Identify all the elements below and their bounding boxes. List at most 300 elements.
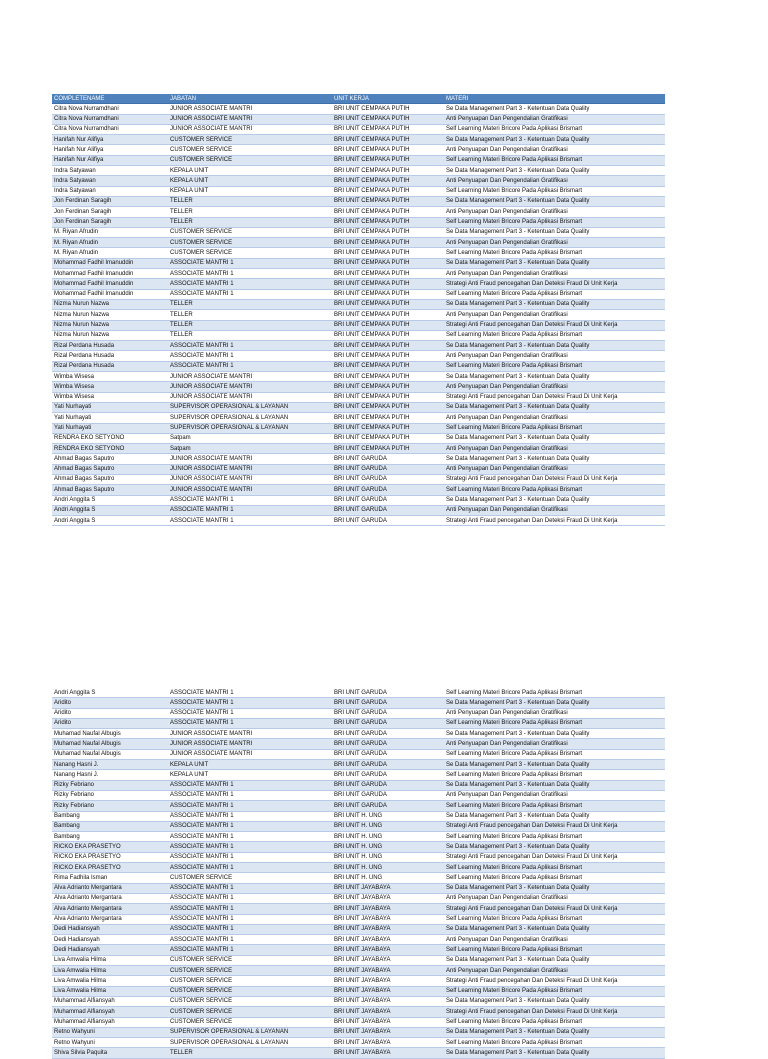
cell-completename[interactable]: RICKO EKA PRASETYO [54, 864, 121, 871]
cell-jabatan[interactable]: CUSTOMER SERVICE [170, 157, 233, 164]
cell-materi[interactable]: Self Learning Materi Bricore Pada Aplikasi Brismart [446, 219, 583, 226]
cell-materi[interactable]: Self Learning Materi Bricore Pada Aplikasi Brismart [446, 332, 583, 339]
cell-materi[interactable]: Anti Penyuapan Dan Pengendalian Gratifikasi [446, 792, 568, 799]
cell-completename[interactable]: Muhammad Alfiansyah [54, 1008, 115, 1015]
cell-completename[interactable]: Jon Ferdinan Saragih [54, 219, 112, 226]
cell-jabatan[interactable]: KEPALA UNIT [170, 177, 209, 184]
cell-unit-kerja[interactable]: BRI UNIT CEMPAKA PUTIH [334, 352, 410, 359]
cell-materi[interactable]: Se Data Management Part 3 - Ketentuan Data Quality [446, 342, 590, 349]
cell-jabatan[interactable]: ASSOCIATE MANTRI 1 [170, 946, 234, 953]
cell-unit-kerja[interactable]: BRI UNIT GARUDA [334, 486, 387, 493]
cell-completename[interactable]: Liva Amwalia Hilma [54, 957, 107, 964]
cell-materi[interactable]: Anti Penyuapan Dan Pengendalian Gratifikasi [446, 270, 568, 277]
cell-completename[interactable]: Ahmad Bagas Saputro [54, 466, 115, 473]
cell-unit-kerja[interactable]: BRI UNIT GARUDA [334, 792, 387, 799]
cell-materi[interactable]: Strategi Anti Fraud pencegahan Dan Deteksi Fraud Di Unit Kerja [446, 854, 618, 861]
cell-materi[interactable]: Self Learning Materi Bricore Pada Aplikasi Brismart [446, 188, 583, 195]
cell-unit-kerja[interactable]: BRI UNIT H. UNG [334, 813, 383, 820]
cell-completename[interactable]: Indra Satyawan [54, 188, 96, 195]
cell-materi[interactable]: Self Learning Materi Bricore Pada Aplikasi Brismart [446, 363, 583, 370]
cell-jabatan[interactable]: JUNIOR ASSOCIATE MANTRI [170, 466, 253, 473]
cell-materi[interactable]: Strategi Anti Fraud pencegahan Dan Deteksi Fraud Di Unit Kerja [446, 394, 618, 401]
cell-jabatan[interactable]: ASSOCIATE MANTRI 1 [170, 895, 234, 902]
cell-jabatan[interactable]: TELLER [170, 219, 193, 226]
cell-completename[interactable]: Citra Nova Nurramdhani [54, 126, 119, 133]
cell-materi[interactable]: Self Learning Materi Bricore Pada Aplikasi Brismart [446, 689, 583, 696]
cell-unit-kerja[interactable]: BRI UNIT CEMPAKA PUTIH [334, 136, 410, 143]
cell-completename[interactable]: Muhamad Naufal Albugis [54, 751, 121, 758]
cell-jabatan[interactable]: CUSTOMER SERVICE [170, 1008, 233, 1015]
cell-jabatan[interactable]: ASSOCIATE MANTRI 1 [170, 507, 234, 514]
cell-materi[interactable]: Se Data Management Part 3 - Ketentuan Data Quality [446, 105, 590, 112]
cell-jabatan[interactable]: ASSOCIATE MANTRI 1 [170, 864, 234, 871]
cell-materi[interactable]: Se Data Management Part 3 - Ketentuan Data Quality [446, 260, 590, 267]
cell-completename[interactable]: Indra Satyawan [54, 167, 96, 174]
cell-unit-kerja[interactable]: BRI UNIT H. UNG [334, 854, 383, 861]
cell-unit-kerja[interactable]: BRI UNIT H. UNG [334, 823, 383, 830]
cell-jabatan[interactable]: JUNIOR ASSOCIATE MANTRI [170, 455, 253, 462]
cell-unit-kerja[interactable]: BRI UNIT JAYABAYA [334, 1029, 391, 1036]
cell-jabatan[interactable]: JUNIOR ASSOCIATE MANTRI [170, 730, 253, 737]
cell-completename[interactable]: Muhammad Alfiansyah [54, 998, 115, 1005]
cell-jabatan[interactable]: KEPALA UNIT [170, 167, 209, 174]
cell-materi[interactable]: Strategi Anti Fraud pencegahan Dan Deteksi Fraud Di Unit Kerja [446, 905, 618, 912]
cell-completename[interactable]: Bambang [54, 813, 80, 820]
cell-jabatan[interactable]: CUSTOMER SERVICE [170, 239, 233, 246]
cell-materi[interactable]: Self Learning Materi Bricore Pada Aplikasi Brismart [446, 126, 583, 133]
cell-jabatan[interactable]: KEPALA UNIT [170, 771, 209, 778]
cell-completename[interactable]: Aridito [54, 710, 72, 717]
cell-completename[interactable]: Hanifah Nur Alifiya [54, 136, 104, 143]
cell-materi[interactable]: Anti Penyuapan Dan Pengendalian Gratifikasi [446, 445, 568, 452]
cell-jabatan[interactable]: TELLER [170, 332, 193, 339]
cell-materi[interactable]: Se Data Management Part 3 - Ketentuan Data Quality [446, 1029, 590, 1036]
cell-completename[interactable]: Andri Anggita S [54, 507, 96, 514]
cell-unit-kerja[interactable]: BRI UNIT CEMPAKA PUTIH [334, 198, 410, 205]
cell-materi[interactable]: Anti Penyuapan Dan Pengendalian Gratifikasi [446, 936, 568, 943]
cell-materi[interactable]: Se Data Management Part 3 - Ketentuan Data Quality [446, 136, 590, 143]
cell-unit-kerja[interactable]: BRI UNIT GARUDA [334, 710, 387, 717]
cell-unit-kerja[interactable]: BRI UNIT GARUDA [334, 761, 387, 768]
cell-materi[interactable]: Strategi Anti Fraud pencegahan Dan Deteksi Fraud Di Unit Kerja [446, 517, 618, 524]
cell-jabatan[interactable]: ASSOCIATE MANTRI 1 [170, 916, 234, 923]
cell-unit-kerja[interactable]: BRI UNIT CEMPAKA PUTIH [334, 126, 410, 133]
cell-unit-kerja[interactable]: BRI UNIT JAYABAYA [334, 1019, 391, 1025]
cell-completename[interactable]: Aridito [54, 720, 72, 727]
cell-jabatan[interactable]: Satpam [170, 445, 191, 452]
cell-completename[interactable]: Bambang [54, 823, 80, 830]
cell-materi[interactable]: Se Data Management Part 3 - Ketentuan Data Quality [446, 373, 590, 380]
cell-completename[interactable]: Alva Adrianto Mergantara [54, 885, 122, 892]
cell-materi[interactable]: Anti Penyuapan Dan Pengendalian Gratifikasi [446, 967, 568, 974]
cell-materi[interactable]: Se Data Management Part 3 - Ketentuan Data Quality [446, 1049, 590, 1056]
cell-unit-kerja[interactable]: BRI UNIT H. UNG [334, 864, 383, 871]
cell-materi[interactable]: Anti Penyuapan Dan Pengendalian Gratifikasi [446, 507, 568, 514]
cell-completename[interactable]: Indra Satyawan [54, 177, 96, 184]
cell-unit-kerja[interactable]: BRI UNIT CEMPAKA PUTIH [334, 146, 410, 153]
cell-completename[interactable]: Andri Anggita S [54, 517, 96, 524]
cell-jabatan[interactable]: CUSTOMER SERVICE [170, 136, 233, 143]
cell-materi[interactable]: Anti Penyuapan Dan Pengendalian Gratifikasi [446, 710, 568, 717]
cell-materi[interactable]: Se Data Management Part 3 - Ketentuan Data Quality [446, 229, 590, 236]
cell-unit-kerja[interactable]: BRI UNIT CEMPAKA PUTIH [334, 208, 410, 215]
cell-materi[interactable]: Strategi Anti Fraud pencegahan Dan Deteksi Fraud Di Unit Kerja [446, 823, 618, 830]
cell-jabatan[interactable]: TELLER [170, 208, 193, 215]
cell-materi[interactable]: Se Data Management Part 3 - Ketentuan Data Quality [446, 435, 590, 442]
cell-jabatan[interactable]: ASSOCIATE MANTRI 1 [170, 291, 234, 298]
cell-completename[interactable]: Nizma Nurun Nazwa [54, 301, 110, 308]
cell-materi[interactable]: Anti Penyuapan Dan Pengendalian Gratifikasi [446, 311, 568, 318]
cell-completename[interactable]: Nanang Hasni J. [54, 771, 99, 778]
cell-jabatan[interactable]: SUPERVISOR OPERASIONAL & LAYANAN [170, 1039, 289, 1046]
cell-jabatan[interactable]: ASSOCIATE MANTRI 1 [170, 363, 234, 370]
cell-unit-kerja[interactable]: BRI UNIT CEMPAKA PUTIH [334, 301, 410, 308]
cell-jabatan[interactable]: JUNIOR ASSOCIATE MANTRI [170, 116, 253, 123]
cell-unit-kerja[interactable]: BRI UNIT GARUDA [334, 751, 387, 758]
cell-materi[interactable]: Se Data Management Part 3 - Ketentuan Data Quality [446, 404, 590, 411]
cell-completename[interactable]: Rizky Febriano [54, 782, 95, 789]
cell-unit-kerja[interactable]: BRI UNIT GARUDA [334, 740, 387, 747]
cell-jabatan[interactable]: JUNIOR ASSOCIATE MANTRI [170, 383, 253, 390]
cell-materi[interactable]: Se Data Management Part 3 - Ketentuan Data Quality [446, 198, 590, 205]
cell-jabatan[interactable]: KEPALA UNIT [170, 761, 209, 768]
cell-jabatan[interactable]: CUSTOMER SERVICE [170, 957, 233, 964]
cell-completename[interactable]: Rima Fadhila Isman [54, 874, 108, 881]
cell-unit-kerja[interactable]: BRI UNIT H. UNG [334, 833, 383, 840]
cell-unit-kerja[interactable]: BRI UNIT CEMPAKA PUTIH [334, 280, 410, 287]
cell-materi[interactable]: Se Data Management Part 3 - Ketentuan Data Quality [446, 699, 590, 706]
cell-jabatan[interactable]: ASSOCIATE MANTRI 1 [170, 280, 234, 287]
cell-completename[interactable]: Dedi Hadiansyah [54, 926, 100, 933]
cell-unit-kerja[interactable]: BRI UNIT CEMPAKA PUTIH [334, 229, 410, 236]
cell-materi[interactable]: Anti Penyuapan Dan Pengendalian Gratifikasi [446, 466, 568, 473]
cell-completename[interactable]: Mohammad Fadhil Imanuddin [54, 291, 134, 298]
cell-unit-kerja[interactable]: BRI UNIT CEMPAKA PUTIH [334, 363, 410, 370]
cell-unit-kerja[interactable]: BRI UNIT CEMPAKA PUTIH [334, 219, 410, 226]
cell-unit-kerja[interactable]: BRI UNIT CEMPAKA PUTIH [334, 270, 410, 277]
cell-completename[interactable]: Rizal Perdana Husada [54, 342, 115, 349]
header-materi[interactable]: MATERI [446, 95, 469, 102]
cell-unit-kerja[interactable]: BRI UNIT CEMPAKA PUTIH [334, 322, 410, 329]
cell-materi[interactable]: Anti Penyuapan Dan Pengendalian Gratifikasi [446, 146, 568, 153]
cell-completename[interactable]: Hanifah Nur Alifiya [54, 146, 104, 153]
cell-jabatan[interactable]: SUPERVISOR OPERASIONAL & LAYANAN [170, 425, 289, 431]
cell-unit-kerja[interactable]: BRI UNIT H. UNG [334, 843, 383, 850]
cell-materi[interactable]: Se Data Management Part 3 - Ketentuan Data Quality [446, 167, 590, 174]
cell-completename[interactable]: Alva Adrianto Mergantara [54, 916, 122, 923]
cell-jabatan[interactable]: ASSOCIATE MANTRI 1 [170, 710, 234, 717]
cell-jabatan[interactable]: SUPERVISOR OPERASIONAL & LAYANAN [170, 1029, 289, 1036]
cell-materi[interactable]: Self Learning Materi Bricore Pada Aplikasi Brismart [446, 425, 583, 431]
cell-completename[interactable]: RENDRA EKO SETYONO [54, 445, 125, 452]
cell-jabatan[interactable]: ASSOCIATE MANTRI 1 [170, 497, 234, 504]
cell-materi[interactable]: Se Data Management Part 3 - Ketentuan Data Quality [446, 957, 590, 964]
cell-unit-kerja[interactable]: BRI UNIT CEMPAKA PUTIH [334, 404, 410, 411]
cell-unit-kerja[interactable]: BRI UNIT CEMPAKA PUTIH [334, 157, 410, 164]
cell-materi[interactable]: Self Learning Materi Bricore Pada Aplikasi Brismart [446, 157, 583, 164]
cell-completename[interactable]: Rizky Febriano [54, 802, 95, 809]
cell-completename[interactable]: RICKO EKA PRASETYO [54, 843, 121, 850]
cell-jabatan[interactable]: ASSOCIATE MANTRI 1 [170, 517, 234, 524]
cell-unit-kerja[interactable]: BRI UNIT GARUDA [334, 517, 387, 524]
cell-unit-kerja[interactable]: BRI UNIT GARUDA [334, 771, 387, 778]
cell-completename[interactable]: Yati Nurhayati [54, 425, 92, 431]
cell-materi[interactable]: Strategi Anti Fraud pencegahan Dan Deteksi Fraud Di Unit Kerja [446, 977, 618, 984]
cell-unit-kerja[interactable]: BRI UNIT CEMPAKA PUTIH [334, 239, 410, 246]
cell-unit-kerja[interactable]: BRI UNIT JAYABAYA [334, 916, 391, 923]
cell-jabatan[interactable]: JUNIOR ASSOCIATE MANTRI [170, 105, 253, 112]
cell-jabatan[interactable]: ASSOCIATE MANTRI 1 [170, 342, 234, 349]
cell-jabatan[interactable]: ASSOCIATE MANTRI 1 [170, 843, 234, 850]
cell-jabatan[interactable]: CUSTOMER SERVICE [170, 229, 233, 236]
cell-materi[interactable]: Self Learning Materi Bricore Pada Aplikasi Brismart [446, 720, 583, 727]
cell-completename[interactable]: M. Riyan Afrudin [54, 229, 99, 236]
cell-unit-kerja[interactable]: BRI UNIT CEMPAKA PUTIH [334, 332, 410, 339]
cell-jabatan[interactable]: CUSTOMER SERVICE [170, 998, 233, 1005]
cell-completename[interactable]: Mohammad Fadhil Imanuddin [54, 280, 134, 287]
cell-completename[interactable]: Hanifah Nur Alifiya [54, 157, 104, 164]
cell-completename[interactable]: Jon Ferdinan Saragih [54, 208, 112, 215]
cell-completename[interactable]: Jon Ferdinan Saragih [54, 198, 112, 205]
cell-unit-kerja[interactable]: BRI UNIT JAYABAYA [334, 957, 391, 964]
cell-completename[interactable]: Yati Nurhayati [54, 404, 92, 411]
cell-unit-kerja[interactable]: BRI UNIT CEMPAKA PUTIH [334, 291, 410, 298]
cell-materi[interactable]: Anti Penyuapan Dan Pengendalian Gratifikasi [446, 352, 568, 359]
cell-jabatan[interactable]: ASSOCIATE MANTRI 1 [170, 926, 234, 933]
cell-completename[interactable]: Ahmad Bagas Saputro [54, 476, 115, 483]
cell-unit-kerja[interactable]: BRI UNIT CEMPAKA PUTIH [334, 167, 410, 174]
cell-completename[interactable]: Retno Wahyuni [54, 1039, 95, 1046]
cell-completename[interactable]: Bambang [54, 833, 80, 840]
cell-materi[interactable]: Strategi Anti Fraud pencegahan Dan Deteksi Fraud Di Unit Kerja [446, 476, 618, 483]
cell-completename[interactable]: Alva Adrianto Mergantara [54, 905, 122, 912]
cell-materi[interactable]: Se Data Management Part 3 - Ketentuan Data Quality [446, 497, 590, 504]
cell-unit-kerja[interactable]: BRI UNIT JAYABAYA [334, 926, 391, 933]
cell-unit-kerja[interactable]: BRI UNIT GARUDA [334, 455, 387, 462]
header-completename[interactable]: COMPLETENAME [54, 95, 105, 102]
cell-unit-kerja[interactable]: BRI UNIT GARUDA [334, 802, 387, 809]
cell-jabatan[interactable]: SUPERVISOR OPERASIONAL & LAYANAN [170, 414, 289, 421]
cell-jabatan[interactable]: CUSTOMER SERVICE [170, 977, 233, 984]
cell-materi[interactable]: Anti Penyuapan Dan Pengendalian Gratifikasi [446, 414, 568, 421]
cell-jabatan[interactable]: TELLER [170, 322, 193, 329]
cell-jabatan[interactable]: CUSTOMER SERVICE [170, 249, 233, 256]
cell-jabatan[interactable]: JUNIOR ASSOCIATE MANTRI [170, 740, 253, 747]
cell-completename[interactable]: RENDRA EKO SETYONO [54, 435, 125, 442]
cell-unit-kerja[interactable]: BRI UNIT GARUDA [334, 720, 387, 727]
cell-materi[interactable]: Self Learning Materi Bricore Pada Aplikasi Brismart [446, 864, 583, 871]
cell-materi[interactable]: Se Data Management Part 3 - Ketentuan Data Quality [446, 843, 590, 850]
cell-jabatan[interactable]: CUSTOMER SERVICE [170, 146, 233, 153]
cell-completename[interactable]: Aridito [54, 699, 72, 706]
cell-unit-kerja[interactable]: BRI UNIT CEMPAKA PUTIH [334, 414, 410, 421]
cell-jabatan[interactable]: CUSTOMER SERVICE [170, 988, 233, 995]
cell-unit-kerja[interactable]: BRI UNIT JAYABAYA [334, 1008, 391, 1015]
cell-completename[interactable]: Mohammad Fadhil Imanuddin [54, 260, 134, 267]
cell-materi[interactable]: Anti Penyuapan Dan Pengendalian Gratifikasi [446, 177, 568, 184]
cell-completename[interactable]: Ahmad Bagas Saputro [54, 455, 115, 462]
cell-jabatan[interactable]: ASSOCIATE MANTRI 1 [170, 802, 234, 809]
cell-completename[interactable]: Nizma Nurun Nazwa [54, 332, 110, 339]
cell-unit-kerja[interactable]: BRI UNIT CEMPAKA PUTIH [334, 260, 410, 267]
cell-materi[interactable]: Self Learning Materi Bricore Pada Aplikasi Brismart [446, 486, 583, 493]
cell-unit-kerja[interactable]: BRI UNIT JAYABAYA [334, 967, 391, 974]
cell-materi[interactable]: Anti Penyuapan Dan Pengendalian Gratifikasi [446, 383, 568, 390]
cell-completename[interactable]: Muhamad Naufal Albugis [54, 740, 121, 747]
cell-jabatan[interactable]: JUNIOR ASSOCIATE MANTRI [170, 751, 253, 758]
cell-completename[interactable]: Wimba Wisesa [54, 394, 95, 401]
cell-jabatan[interactable]: ASSOCIATE MANTRI 1 [170, 905, 234, 912]
cell-unit-kerja[interactable]: BRI UNIT JAYABAYA [334, 895, 391, 902]
cell-unit-kerja[interactable]: BRI UNIT GARUDA [334, 497, 387, 504]
cell-unit-kerja[interactable]: BRI UNIT CEMPAKA PUTIH [334, 342, 410, 349]
cell-completename[interactable]: Rizal Perdana Husada [54, 363, 115, 370]
cell-materi[interactable]: Self Learning Materi Bricore Pada Aplikasi Brismart [446, 1019, 583, 1025]
cell-materi[interactable]: Strategi Anti Fraud pencegahan Dan Deteksi Fraud Di Unit Kerja [446, 1008, 618, 1015]
cell-completename[interactable]: M. Riyan Afrudin [54, 239, 99, 246]
cell-jabatan[interactable]: ASSOCIATE MANTRI 1 [170, 260, 234, 267]
cell-unit-kerja[interactable]: BRI UNIT CEMPAKA PUTIH [334, 311, 410, 318]
cell-jabatan[interactable]: ASSOCIATE MANTRI 1 [170, 270, 234, 277]
cell-jabatan[interactable]: CUSTOMER SERVICE [170, 1019, 233, 1025]
cell-unit-kerja[interactable]: BRI UNIT H. UNG [334, 874, 383, 881]
cell-unit-kerja[interactable]: BRI UNIT GARUDA [334, 507, 387, 514]
cell-completename[interactable]: Muhamad Naufal Albugis [54, 730, 121, 737]
cell-materi[interactable]: Se Data Management Part 3 - Ketentuan Data Quality [446, 885, 590, 892]
cell-jabatan[interactable]: JUNIOR ASSOCIATE MANTRI [170, 126, 253, 133]
cell-completename[interactable]: Nanang Hasni J. [54, 761, 99, 768]
cell-materi[interactable]: Se Data Management Part 3 - Ketentuan Data Quality [446, 926, 590, 933]
cell-jabatan[interactable]: CUSTOMER SERVICE [170, 967, 233, 974]
cell-unit-kerja[interactable]: BRI UNIT JAYABAYA [334, 946, 391, 953]
cell-jabatan[interactable]: ASSOCIATE MANTRI 1 [170, 833, 234, 840]
header-unit-kerja[interactable]: UNIT KERJA [334, 95, 369, 102]
cell-unit-kerja[interactable]: BRI UNIT JAYABAYA [334, 936, 391, 943]
cell-jabatan[interactable]: ASSOCIATE MANTRI 1 [170, 854, 234, 861]
cell-jabatan[interactable]: ASSOCIATE MANTRI 1 [170, 689, 234, 696]
cell-jabatan[interactable]: JUNIOR ASSOCIATE MANTRI [170, 476, 253, 483]
cell-jabatan[interactable]: TELLER [170, 311, 193, 318]
cell-jabatan[interactable]: TELLER [170, 1049, 193, 1056]
cell-unit-kerja[interactable]: BRI UNIT CEMPAKA PUTIH [334, 249, 410, 256]
cell-jabatan[interactable]: Satpam [170, 435, 191, 442]
cell-jabatan[interactable]: TELLER [170, 198, 193, 205]
cell-jabatan[interactable]: ASSOCIATE MANTRI 1 [170, 823, 234, 830]
cell-completename[interactable]: Liva Amwalia Hilma [54, 967, 107, 974]
cell-jabatan[interactable]: ASSOCIATE MANTRI 1 [170, 782, 234, 789]
cell-materi[interactable]: Se Data Management Part 3 - Ketentuan Data Quality [446, 813, 590, 820]
cell-completename[interactable]: Nizma Nurun Nazwa [54, 311, 110, 318]
cell-completename[interactable]: Rizky Febriano [54, 792, 95, 799]
cell-unit-kerja[interactable]: BRI UNIT CEMPAKA PUTIH [334, 394, 410, 401]
cell-jabatan[interactable]: ASSOCIATE MANTRI 1 [170, 792, 234, 799]
cell-unit-kerja[interactable]: BRI UNIT CEMPAKA PUTIH [334, 383, 410, 390]
cell-completename[interactable]: Dedi Hadiansyah [54, 936, 100, 943]
cell-jabatan[interactable]: ASSOCIATE MANTRI 1 [170, 352, 234, 359]
cell-jabatan[interactable]: KEPALA UNIT [170, 188, 209, 195]
cell-materi[interactable]: Anti Penyuapan Dan Pengendalian Gratifikasi [446, 239, 568, 246]
cell-materi[interactable]: Self Learning Materi Bricore Pada Aplikasi Brismart [446, 751, 583, 758]
cell-unit-kerja[interactable]: BRI UNIT GARUDA [334, 699, 387, 706]
cell-completename[interactable]: Nizma Nurun Nazwa [54, 322, 110, 329]
cell-unit-kerja[interactable]: BRI UNIT JAYABAYA [334, 998, 391, 1005]
cell-materi[interactable]: Anti Penyuapan Dan Pengendalian Gratifikasi [446, 895, 568, 902]
cell-completename[interactable]: Rizal Perdana Husada [54, 352, 115, 359]
cell-jabatan[interactable]: JUNIOR ASSOCIATE MANTRI [170, 373, 253, 380]
cell-materi[interactable]: Self Learning Materi Bricore Pada Aplikasi Brismart [446, 874, 583, 881]
cell-completename[interactable]: Muhammad Alfiansyah [54, 1019, 115, 1025]
cell-materi[interactable]: Strategi Anti Fraud pencegahan Dan Deteksi Fraud Di Unit Kerja [446, 280, 618, 287]
cell-materi[interactable]: Se Data Management Part 3 - Ketentuan Data Quality [446, 761, 590, 768]
cell-unit-kerja[interactable]: BRI UNIT JAYABAYA [334, 885, 391, 892]
cell-materi[interactable]: Self Learning Materi Bricore Pada Aplikasi Brismart [446, 802, 583, 809]
cell-completename[interactable]: Citra Nova Nurramdhani [54, 116, 119, 123]
cell-unit-kerja[interactable]: BRI UNIT GARUDA [334, 782, 387, 789]
cell-materi[interactable]: Self Learning Materi Bricore Pada Aplikasi Brismart [446, 833, 583, 840]
cell-completename[interactable]: Liva Amwalia Hilma [54, 977, 107, 984]
cell-unit-kerja[interactable]: BRI UNIT CEMPAKA PUTIH [334, 425, 410, 431]
cell-jabatan[interactable]: SUPERVISOR OPERASIONAL & LAYANAN [170, 404, 289, 411]
cell-unit-kerja[interactable]: BRI UNIT GARUDA [334, 466, 387, 473]
cell-unit-kerja[interactable]: BRI UNIT CEMPAKA PUTIH [334, 116, 410, 123]
cell-completename[interactable]: Yati Nurhayati [54, 414, 92, 421]
cell-jabatan[interactable]: JUNIOR ASSOCIATE MANTRI [170, 486, 253, 493]
cell-jabatan[interactable]: CUSTOMER SERVICE [170, 874, 233, 881]
header-jabatan[interactable]: JABATAN [170, 95, 197, 102]
cell-materi[interactable]: Self Learning Materi Bricore Pada Aplikasi Brismart [446, 988, 583, 995]
cell-jabatan[interactable]: ASSOCIATE MANTRI 1 [170, 720, 234, 727]
cell-unit-kerja[interactable]: BRI UNIT JAYABAYA [334, 988, 391, 995]
cell-jabatan[interactable]: ASSOCIATE MANTRI 1 [170, 885, 234, 892]
cell-jabatan[interactable]: ASSOCIATE MANTRI 1 [170, 936, 234, 943]
cell-completename[interactable]: RICKO EKA PRASETYO [54, 854, 121, 861]
cell-unit-kerja[interactable]: BRI UNIT CEMPAKA PUTIH [334, 435, 410, 442]
cell-materi[interactable]: Self Learning Materi Bricore Pada Aplikasi Brismart [446, 291, 583, 298]
cell-completename[interactable]: Mohammad Fadhil Imanuddin [54, 270, 134, 277]
cell-completename[interactable]: Andri Anggita S [54, 497, 96, 504]
cell-unit-kerja[interactable]: BRI UNIT CEMPAKA PUTIH [334, 373, 410, 380]
cell-completename[interactable]: Dedi Hadiansyah [54, 946, 100, 953]
cell-completename[interactable]: Alva Adrianto Mergantara [54, 895, 122, 902]
cell-unit-kerja[interactable]: BRI UNIT JAYABAYA [334, 905, 391, 912]
cell-materi[interactable]: Se Data Management Part 3 - Ketentuan Data Quality [446, 782, 590, 789]
cell-unit-kerja[interactable]: BRI UNIT CEMPAKA PUTIH [334, 105, 410, 112]
cell-unit-kerja[interactable]: BRI UNIT CEMPAKA PUTIH [334, 177, 410, 184]
cell-materi[interactable]: Anti Penyuapan Dan Pengendalian Gratifikasi [446, 116, 568, 123]
cell-completename[interactable]: Liva Amwalia Hilma [54, 988, 107, 995]
cell-materi[interactable]: Se Data Management Part 3 - Ketentuan Data Quality [446, 455, 590, 462]
cell-materi[interactable]: Anti Penyuapan Dan Pengendalian Gratifikasi [446, 208, 568, 215]
cell-materi[interactable]: Anti Penyuapan Dan Pengendalian Gratifikasi [446, 740, 568, 747]
cell-materi[interactable]: Self Learning Materi Bricore Pada Aplikasi Brismart [446, 946, 583, 953]
cell-materi[interactable]: Se Data Management Part 3 - Ketentuan Data Quality [446, 301, 590, 308]
cell-materi[interactable]: Se Data Management Part 3 - Ketentuan Data Quality [446, 998, 590, 1005]
cell-unit-kerja[interactable]: BRI UNIT JAYABAYA [334, 977, 391, 984]
cell-materi[interactable]: Self Learning Materi Bricore Pada Aplikasi Brismart [446, 916, 583, 923]
cell-completename[interactable]: Shiva Silvia Paquita [54, 1049, 108, 1056]
cell-completename[interactable]: Wimba Wisesa [54, 373, 95, 380]
cell-unit-kerja[interactable]: BRI UNIT CEMPAKA PUTIH [334, 445, 410, 452]
cell-unit-kerja[interactable]: BRI UNIT CEMPAKA PUTIH [334, 188, 410, 195]
cell-materi[interactable]: Strategi Anti Fraud pencegahan Dan Deteksi Fraud Di Unit Kerja [446, 322, 618, 329]
cell-unit-kerja[interactable]: BRI UNIT GARUDA [334, 476, 387, 483]
cell-jabatan[interactable]: TELLER [170, 301, 193, 308]
cell-completename[interactable]: Citra Nova Nurramdhani [54, 105, 119, 112]
cell-materi[interactable]: Self Learning Materi Bricore Pada Aplikasi Brismart [446, 771, 583, 778]
cell-materi[interactable]: Self Learning Materi Bricore Pada Aplikasi Brismart [446, 249, 583, 256]
cell-unit-kerja[interactable]: BRI UNIT JAYABAYA [334, 1039, 391, 1046]
cell-materi[interactable]: Se Data Management Part 3 - Ketentuan Data Quality [446, 730, 590, 737]
